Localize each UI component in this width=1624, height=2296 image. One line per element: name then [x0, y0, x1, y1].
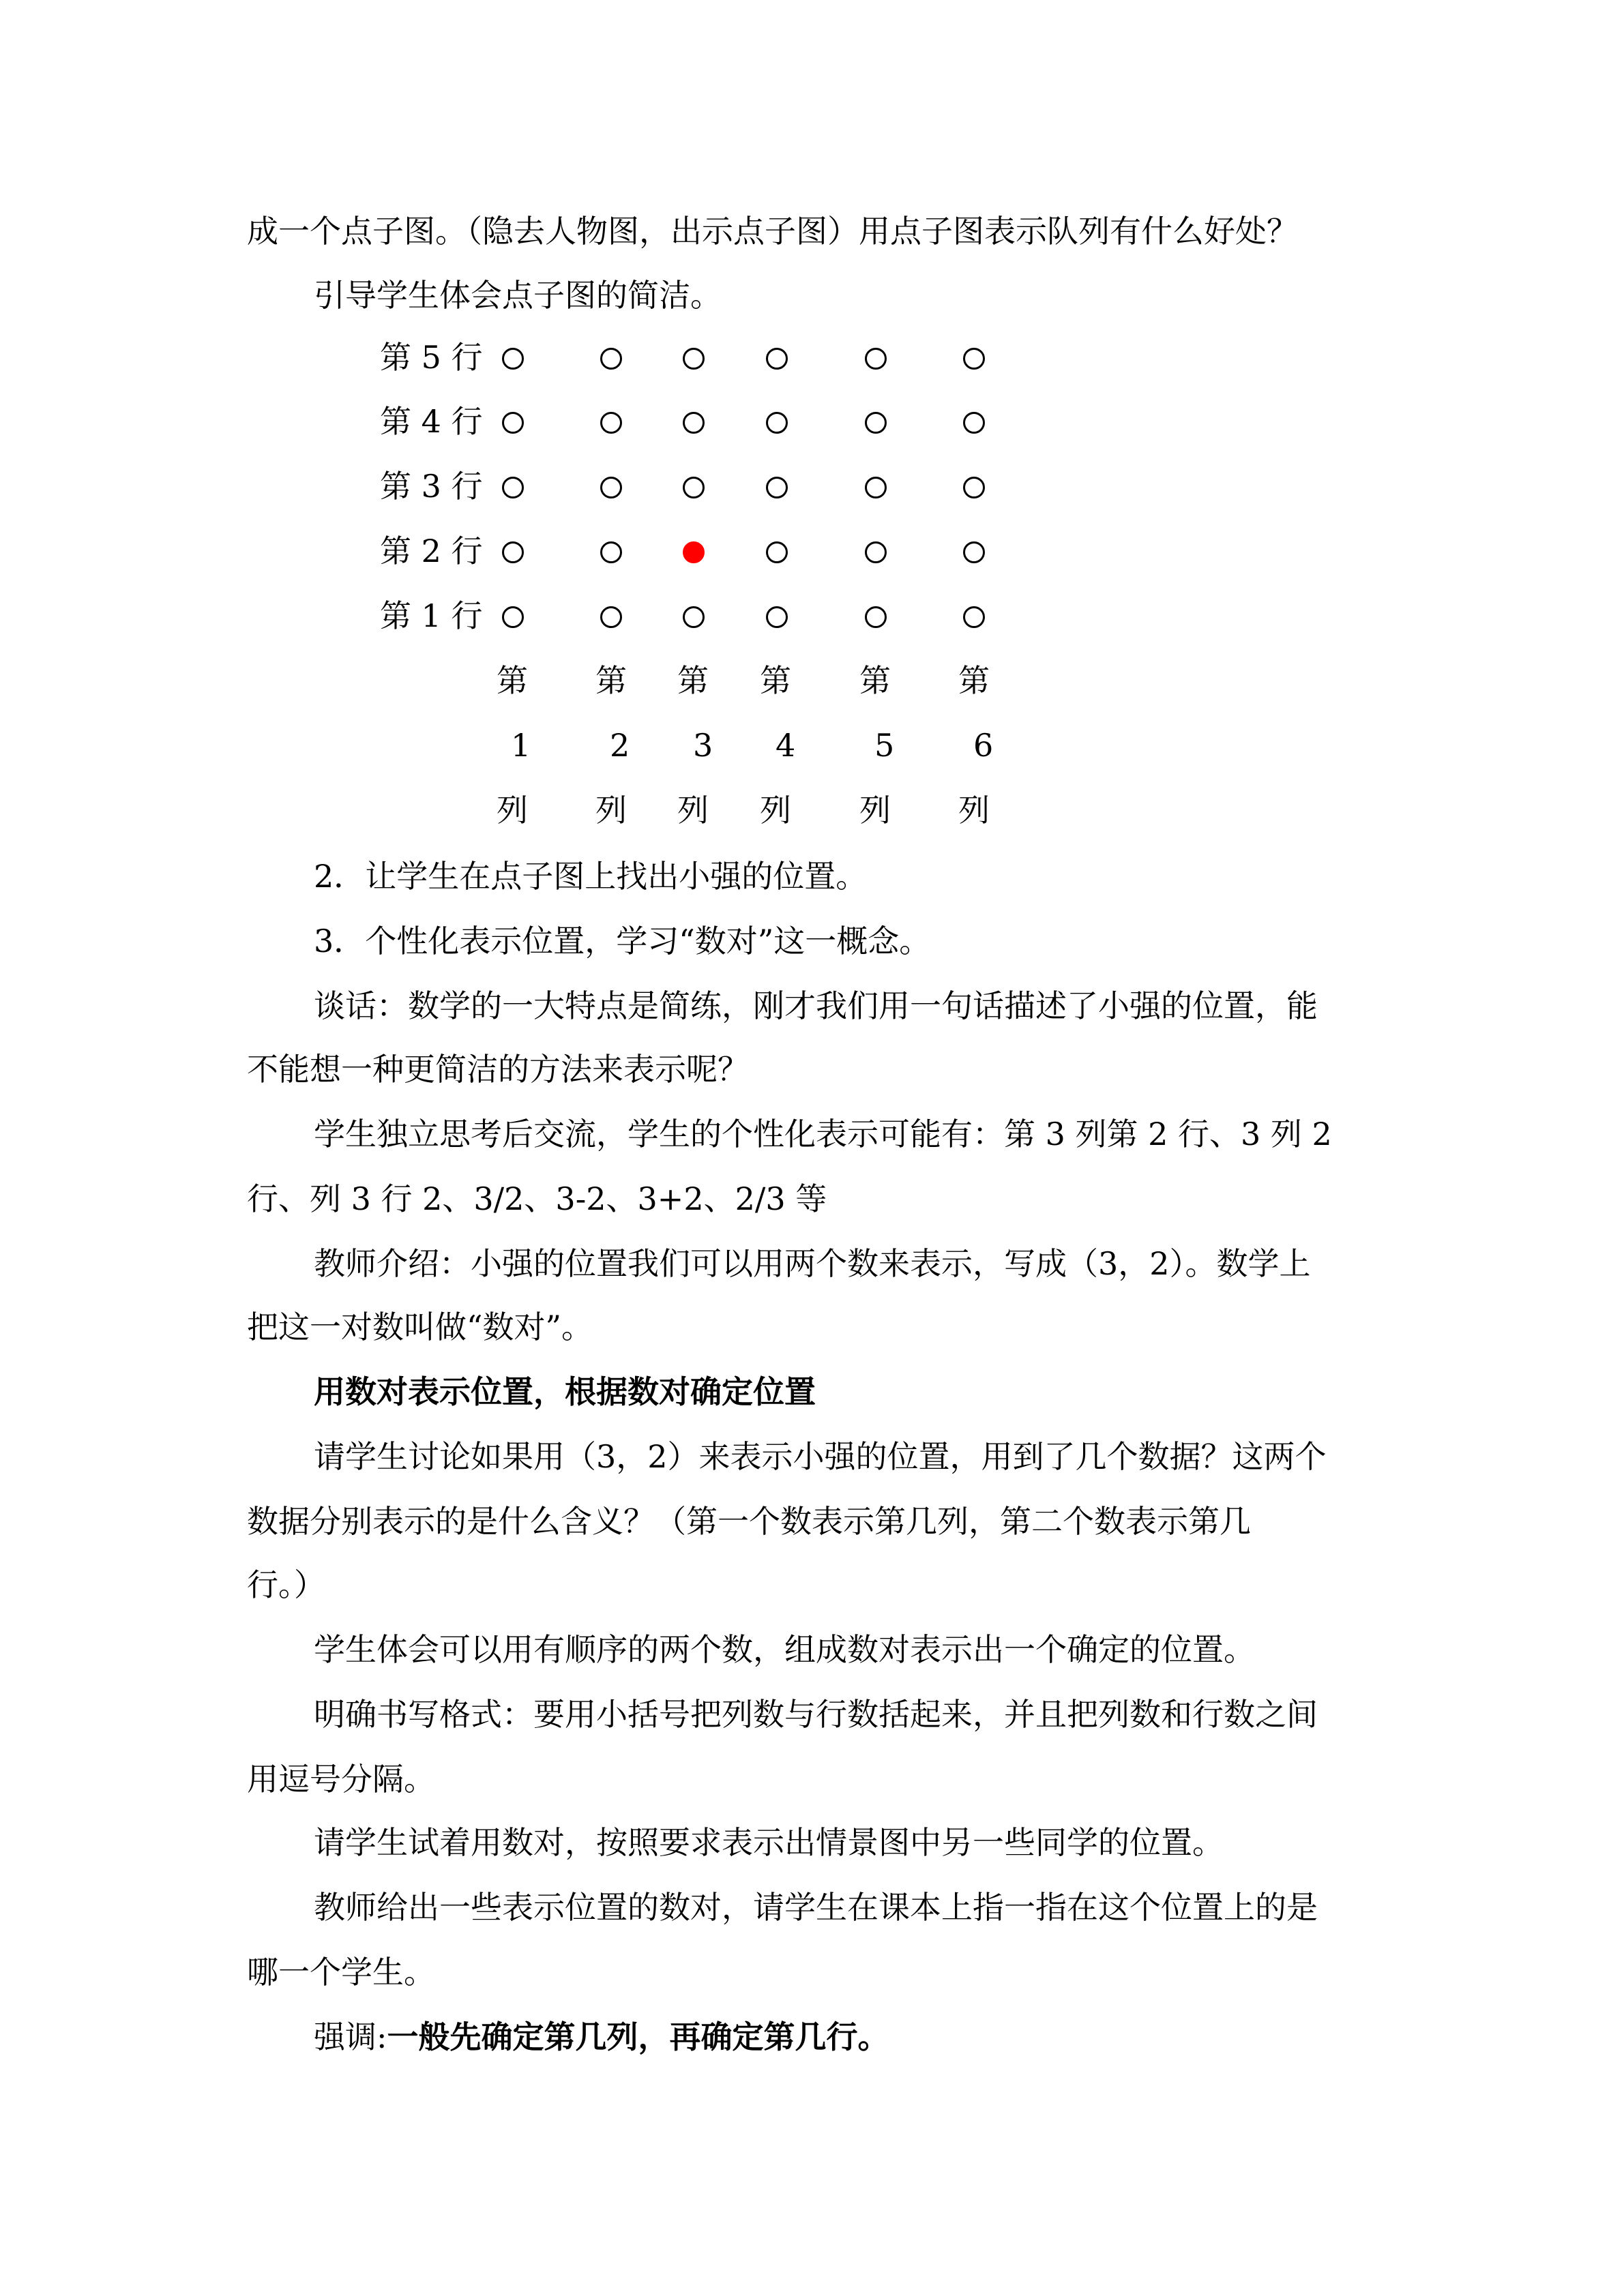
grid-dot [766, 477, 788, 498]
body-line: 明确书写格式：要用小括号把列数与行数括起来，并且把列数和行数之间 [314, 1696, 1318, 1733]
body-line: 把这一对数叫做“数对”。 [247, 1309, 593, 1345]
column-number: 3 [693, 727, 713, 764]
row-label: 第 1 行 [380, 597, 483, 634]
grid-dot [600, 477, 622, 498]
column-number: 4 [776, 727, 796, 764]
column-label-bottom: 列 [497, 792, 528, 829]
grid-dot [865, 477, 887, 498]
body-line: 行。） [247, 1566, 325, 1603]
grid-dot [683, 348, 705, 370]
body-line: 学生体会可以用有顺序的两个数，组成数对表示出一个确定的位置。 [314, 1631, 1255, 1668]
grid-dot [600, 412, 622, 434]
grid-dot [502, 348, 524, 370]
column-number: 6 [973, 727, 994, 764]
emphasis-text: 一般先确定第几列，再确定第几行。 [387, 2018, 889, 2055]
row-label: 第 2 行 [380, 533, 483, 569]
column-label-top: 第 [677, 662, 709, 699]
body-line: 请学生讨论如果用（3，2）来表示小强的位置，用到了几个数据？这两个 [314, 1438, 1327, 1475]
section-heading: 用数对表示位置，根据数对确定位置 [314, 1373, 816, 1410]
grid-dot [865, 348, 887, 370]
column-label-top: 第 [958, 662, 990, 699]
column-label-bottom: 列 [859, 792, 891, 829]
column-label-top: 第 [595, 662, 627, 699]
column-number: 1 [511, 727, 531, 764]
column-label-bottom: 列 [677, 792, 709, 829]
body-line: 学生独立思考后交流，学生的个性化表示可能有：第 3 列第 2 行、3 列 2 [314, 1116, 1332, 1152]
body-line: 用逗号分隔。 [247, 1761, 435, 1798]
paragraph-line: 成一个点子图。（隐去人物图，出示点子图）用点子图表示队列有什么好处？ [247, 213, 1298, 250]
emphasis-line [314, 2015, 1624, 2059]
grid-dot [865, 412, 887, 434]
grid-dot [766, 348, 788, 370]
column-label-top: 第 [859, 662, 891, 699]
grid-dot [963, 412, 985, 434]
body-line: 教师介绍：小强的位置我们可以用两个数来表示，写成（3，2）。数学上 [314, 1245, 1311, 1282]
grid-dot [865, 541, 887, 563]
row-label: 第 3 行 [380, 468, 483, 505]
grid-dot [963, 541, 985, 563]
column-label-bottom: 列 [595, 792, 627, 829]
column-number: 2 [610, 727, 630, 764]
row-label: 第 5 行 [380, 339, 483, 376]
body-line: 谈话：数学的一大特点是简练，刚才我们用一句话描述了小强的位置，能 [314, 987, 1318, 1024]
row-label: 第 4 行 [380, 403, 483, 440]
grid-dot [502, 477, 524, 498]
paragraph-line: 引导学生体会点子图的简洁。 [314, 277, 722, 314]
body-line: 哪一个学生。 [247, 1954, 435, 1991]
grid-dot [683, 412, 705, 434]
column-number: 5 [874, 727, 895, 764]
grid-dot [683, 477, 705, 498]
highlighted-dot [683, 541, 705, 563]
grid-dot [502, 606, 524, 628]
grid-dot [600, 348, 622, 370]
column-label-top: 第 [760, 662, 791, 699]
grid-dot [683, 606, 705, 628]
grid-dot [963, 477, 985, 498]
grid-dot [766, 412, 788, 434]
body-line: 3．个性化表示位置，学习“数对”这一概念。 [314, 923, 931, 959]
column-label-top: 第 [497, 662, 528, 699]
body-line: 2．让学生在点子图上找出小强的位置。 [314, 858, 868, 895]
grid-dot [963, 348, 985, 370]
grid-dot [865, 606, 887, 628]
body-line: 教师给出一些表示位置的数对，请学生在课本上指一指在这个位置上的是 [314, 1889, 1318, 1926]
emphasis-prefix: 强调: [314, 2018, 387, 2055]
grid-dot [766, 541, 788, 563]
grid-dot [502, 541, 524, 563]
body-line: 请学生试着用数对，按照要求表示出情景图中另一些同学的位置。 [314, 1824, 1224, 1861]
column-label-bottom: 列 [958, 792, 990, 829]
grid-dot [600, 606, 622, 628]
body-line: 行、列 3 行 2、3/2、3-2、3+2、2/3 等 [247, 1180, 827, 1217]
grid-dot [963, 606, 985, 628]
grid-dot [502, 412, 524, 434]
grid-dot [600, 541, 622, 563]
body-line: 不能想一种更简洁的方法来表示呢？ [247, 1051, 749, 1088]
column-label-bottom: 列 [760, 792, 791, 829]
grid-dot [766, 606, 788, 628]
body-line: 数据分别表示的是什么含义？（第一个数表示第几列，第二个数表示第几 [247, 1503, 1251, 1540]
